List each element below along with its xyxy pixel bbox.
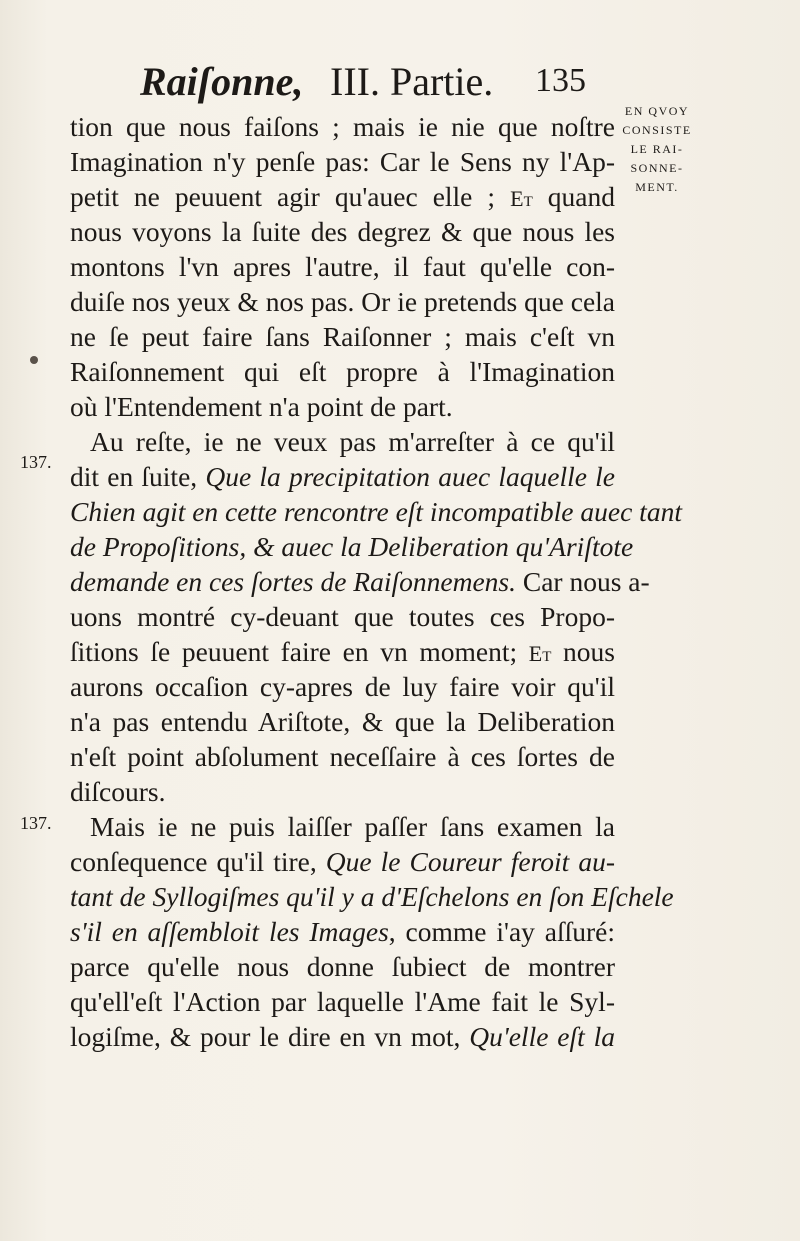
text-line: n'eſt point abſolument neceſſaire à ces ſortes de (70, 741, 615, 772)
text-line: de Propoſitions, & auec la Deliberation qu'Ariſtote (70, 531, 634, 562)
text-line: tant de Syllogiſmes qu'il y a d'Eſchelons en ſon Eſchele (70, 881, 674, 912)
text-line: Imagination n'y penſe pas: Car le Sens ny l'Ap- (70, 146, 615, 177)
margin-note-line: EN QVOY (624, 104, 690, 118)
text-line: Mais ie ne puis laiſſer paſſer ſans examen la (90, 811, 615, 842)
text-line: ne ſe peut faire ſans Raiſonner ; mais c'eſt vn (70, 321, 615, 352)
text-line: Raiſonnement qui eſt propre à l'Imagination (70, 356, 615, 387)
text-line: qu'ell'eſt l'Action par laquelle l'Ame fait le Syl- (70, 986, 615, 1017)
text-line: s'il en aſſembloit les Images, comme i'ay aſſuré: (70, 916, 616, 947)
margin-note-line: MENT. (635, 180, 679, 194)
text-line: n'a pas entendu Ariſtote, & que la Deliberation (70, 706, 615, 737)
text-line: demande en ces ſortes de Raiſonnemens. Car nous a- (70, 566, 650, 597)
margin-reference: 137. (20, 452, 52, 472)
text-line: ſitions ſe peuuent faire en vn moment; Et nous (70, 636, 615, 667)
text-line: parce qu'elle nous donne ſubiect de montrer (70, 951, 615, 982)
text-line: petit ne peuuent agir qu'auec elle ; Et quand (70, 181, 615, 212)
text-line: duiſe nos yeux & nos pas. Or ie pretends que cela (70, 286, 615, 317)
running-header (140, 58, 620, 108)
text-line: tion que nous faiſons ; mais ie nie que noſtre (70, 111, 615, 142)
margin-note-line: SONNE- (630, 161, 684, 175)
text-line: uons montré cy-deuant que toutes ces Propo- (70, 601, 615, 632)
text-line: où l'Entendement n'a point de part. (70, 391, 453, 422)
text-line: aurons occaſion cy-apres de luy faire voir qu'il (70, 671, 615, 702)
text-line: nous voyons la ſuite des degrez & que nous les (70, 216, 615, 247)
header-part: III. Partie. (330, 59, 494, 104)
text-line: Au reſte, ie ne veux pas m'arreſter à ce qu'il (90, 426, 615, 457)
ink-mark (30, 356, 38, 364)
page-number: 135 (535, 62, 586, 99)
text-line: logiſme, & pour le dire en vn mot, Qu'elle eſt la (70, 1021, 616, 1052)
text-line: dit en ſuite, Que la precipitation auec laquelle le (70, 461, 616, 492)
text-line: diſcours. (70, 776, 166, 807)
header-title: Raiſonne, (140, 59, 304, 104)
margin-reference: 137. (20, 813, 52, 833)
text-line: Chien agit en cette rencontre eſt incompatible auec tant (70, 496, 682, 527)
margin-note-line: LE RAI- (630, 142, 684, 156)
text-line: conſequence qu'il tire, Que le Coureur feroit au- (70, 846, 615, 877)
margin-note-line: CONSISTE (622, 123, 692, 137)
text-line: montons l'vn apres l'autre, il faut qu'elle con- (70, 251, 615, 282)
margin-note (612, 102, 702, 197)
